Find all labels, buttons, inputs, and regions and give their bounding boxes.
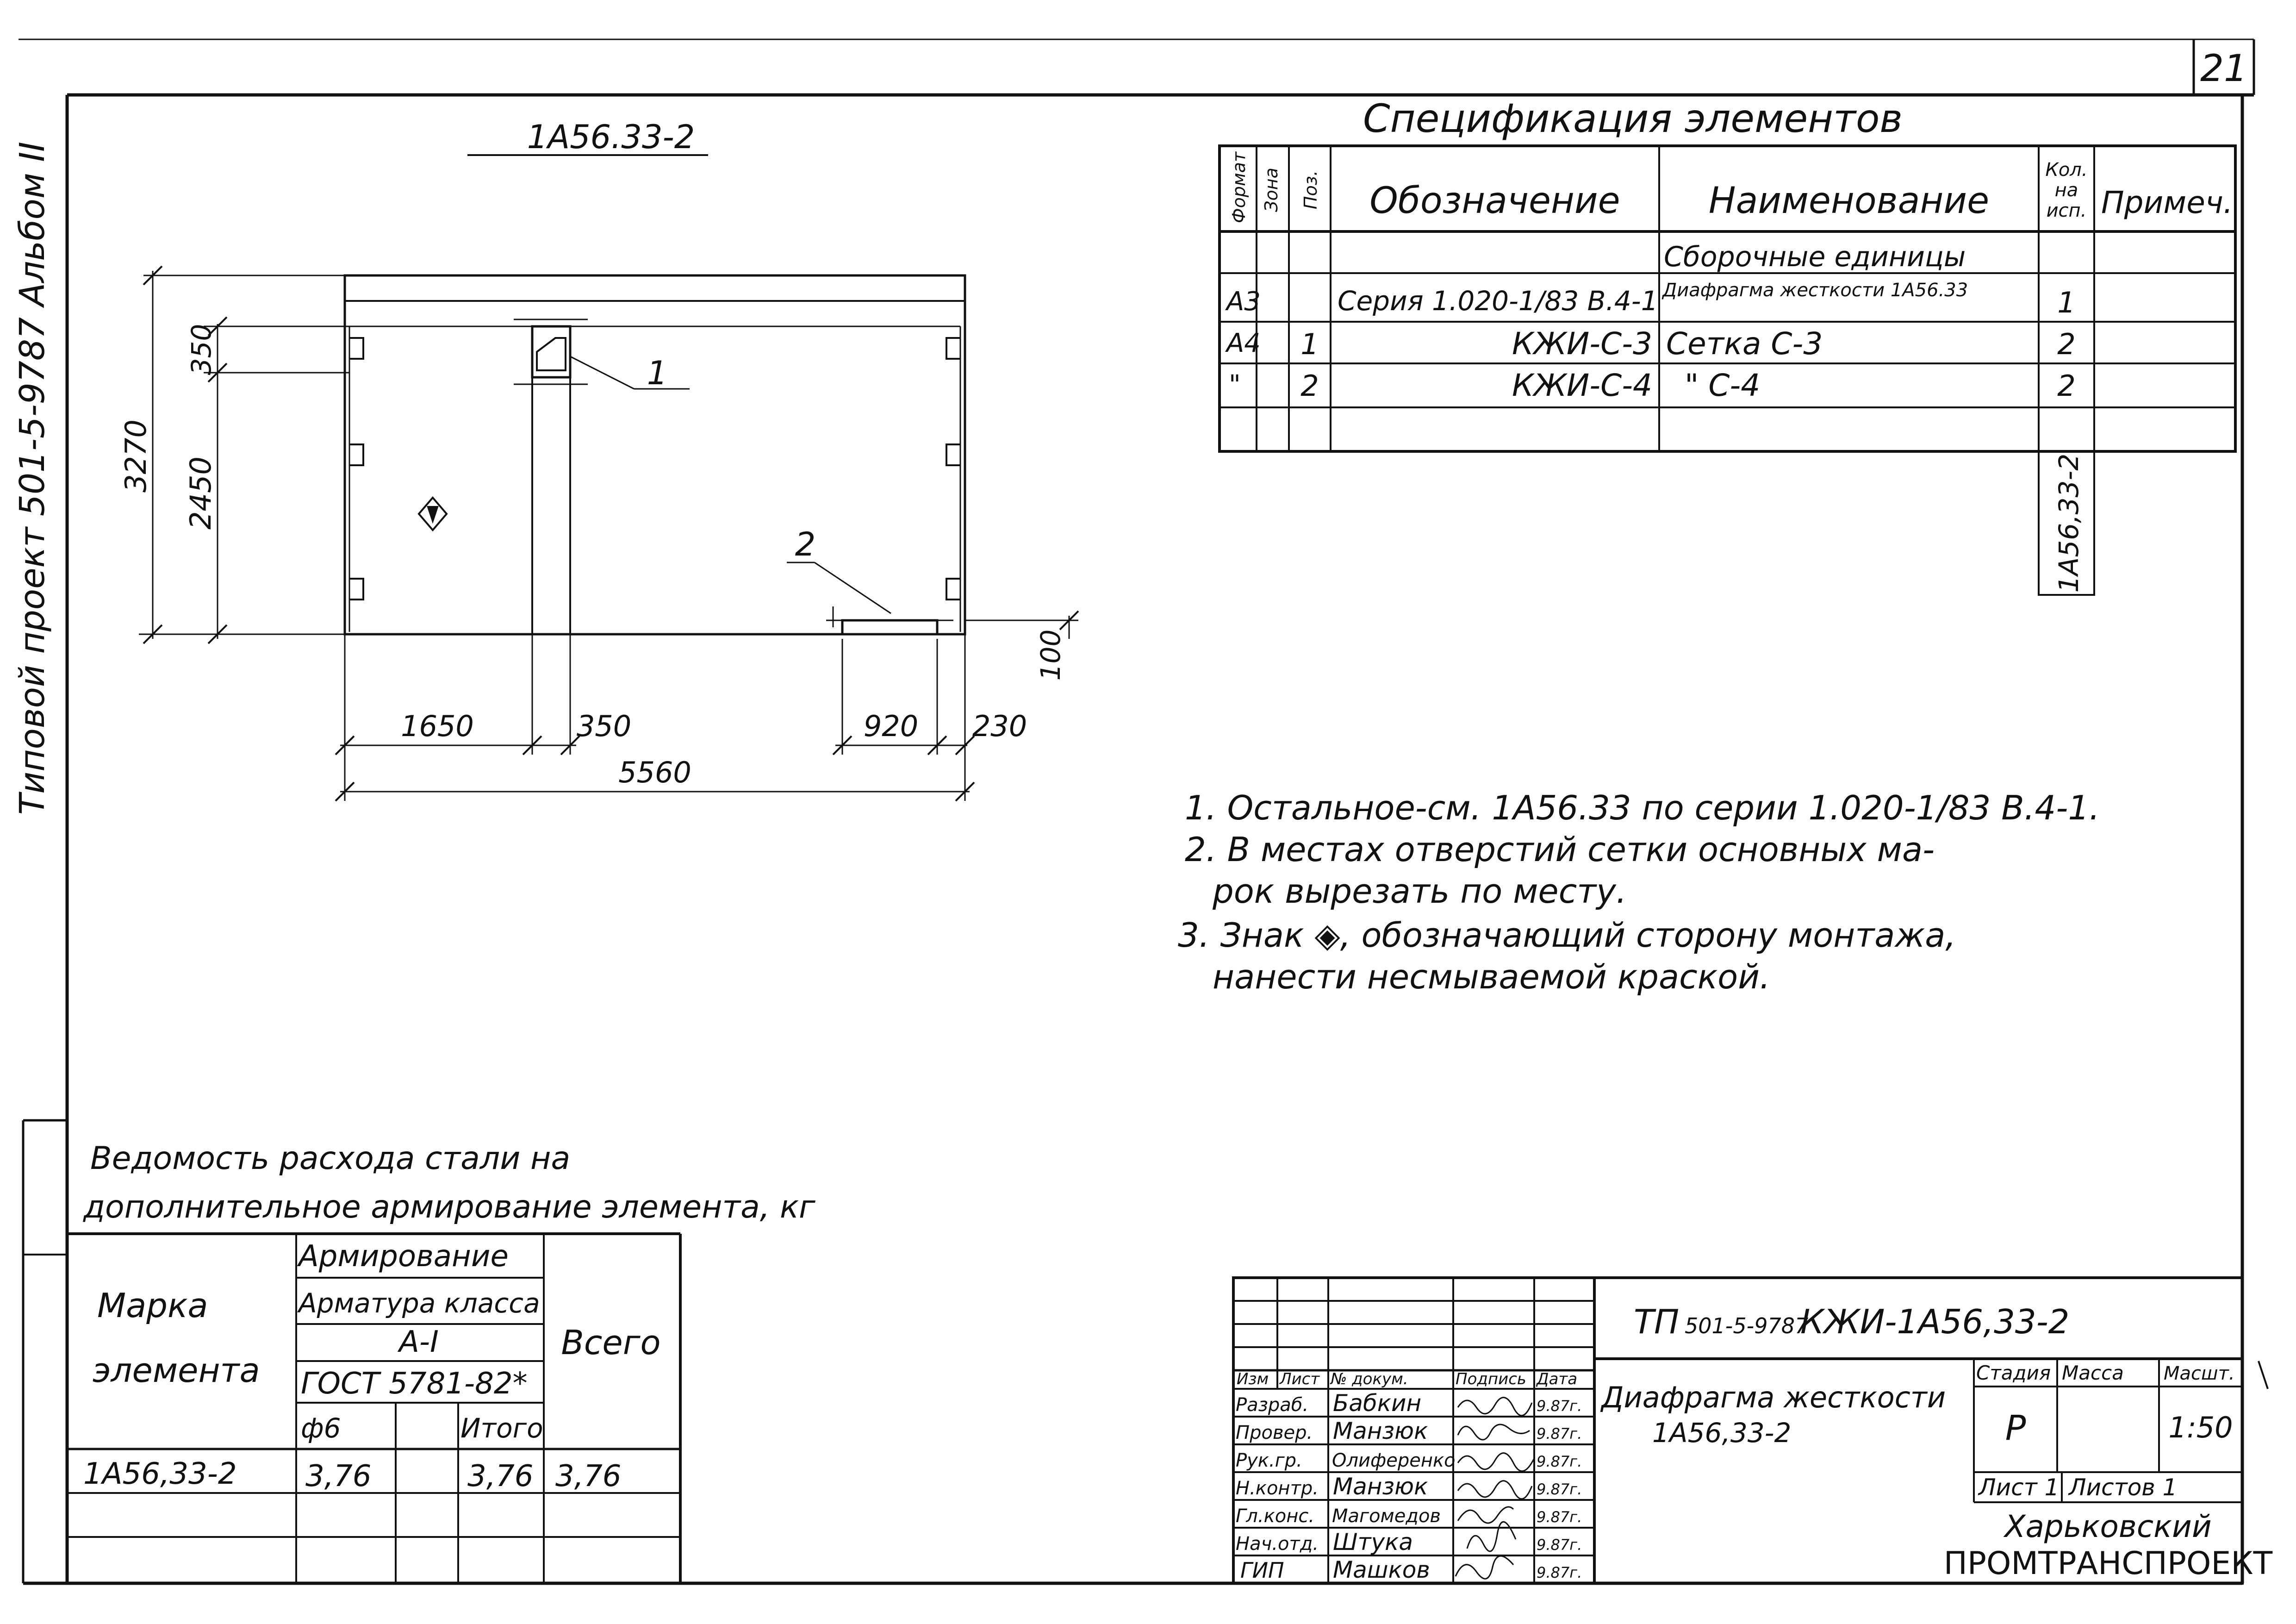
callout-leaders <box>570 356 891 613</box>
tb-header-date: Дата <box>1537 1370 1578 1388</box>
steel-col-mark-l2: элемента <box>93 1351 260 1390</box>
side-caption: Типовой проект 501-5-9787 Альбом II <box>12 142 52 815</box>
title-block <box>1233 1278 2273 1583</box>
dim-width-opening: 920 <box>863 709 919 743</box>
tb-header-izm: Изм <box>1237 1370 1269 1388</box>
tb-role-5: Гл.конс. <box>1236 1505 1315 1527</box>
spec-row-1-designation: Серия 1.020-1/83 В.4-1 <box>1338 285 1658 317</box>
tb-name-6: Штука <box>1333 1529 1413 1555</box>
spec-header-format: Формат <box>1229 151 1249 224</box>
steel-row-mark: 1А56,33-2 <box>83 1457 237 1491</box>
steel-table <box>67 1140 816 1583</box>
dim-height-main: 2450 <box>184 456 218 530</box>
steel-col-sum: Итого <box>460 1412 543 1444</box>
spec-section: Сборочные единицы <box>1664 241 1966 273</box>
tb-scale-label: Масшт. <box>2164 1363 2235 1384</box>
tb-role-3: Рук.гр. <box>1236 1450 1302 1471</box>
steel-title-line2: дополнительное армирование элемента, кг <box>83 1189 815 1225</box>
tb-scale: 1:50 <box>2168 1411 2233 1444</box>
tb-date-6: 9.87г. <box>1537 1536 1582 1554</box>
spec-row-2-pos: 1 <box>1300 327 1319 361</box>
tb-name-5: Магомедов <box>1332 1505 1441 1527</box>
tb-sheet-label: Лист 1 <box>1979 1474 2060 1501</box>
tb-name-2: Манзюк <box>1333 1418 1428 1444</box>
spec-row-2-designation: КЖИ-С-3 <box>1512 326 1652 362</box>
tb-date-2: 9.87г. <box>1537 1425 1582 1443</box>
dim-opening-height: 100 <box>1035 629 1066 681</box>
steel-row-d6: 3,76 <box>305 1459 372 1493</box>
dim-width-total: 5560 <box>618 756 691 789</box>
spec-row-3-name: " С-4 <box>1685 368 1761 403</box>
spec-row-1-name: Диафрагма жесткости 1А56.33 <box>1662 280 1968 301</box>
installation-side-sign <box>419 498 447 530</box>
panel-outline <box>345 275 965 634</box>
note-2: 2. В местах отверстий сетки основных ма- <box>1185 830 1935 869</box>
tb-signatures <box>1456 1398 1534 1579</box>
tb-element-name-l2: 1А56,33-2 <box>1652 1417 1792 1449</box>
notes <box>1178 788 2100 996</box>
tb-org-l2: ПРОМТРАНСПРОЕКТ <box>1943 1545 2273 1582</box>
tb-element-name-l1: Диафрагма жесткости <box>1601 1380 1946 1414</box>
spec-row-3-pos: 2 <box>1300 369 1319 403</box>
title-code-prefix: ТП <box>1634 1302 1680 1341</box>
steel-col-gost: ГОСТ 5781-82* <box>301 1367 528 1401</box>
steel-col-class: Арматура класса <box>299 1287 540 1319</box>
spec-table <box>1220 96 2235 595</box>
steel-row-sum: 3,76 <box>467 1459 534 1493</box>
tb-roles <box>1236 1390 1582 1583</box>
tb-sheets-label: Листов 1 <box>2069 1474 2178 1501</box>
spec-row-3-designation: КЖИ-С-4 <box>1512 368 1652 403</box>
tb-header-sign: Подпись <box>1456 1370 1526 1388</box>
dim-width-right: 230 <box>972 709 1027 743</box>
spec-row-1-qty: 1 <box>2057 286 2076 319</box>
title-code-small: 501-5-9787 <box>1685 1313 1809 1338</box>
spec-row-3-qty: 2 <box>2057 369 2076 403</box>
tb-date-1: 9.87г. <box>1537 1397 1582 1415</box>
tb-org-l1: Харьковский <box>2004 1509 2212 1544</box>
tb-role-1: Разраб. <box>1236 1394 1309 1416</box>
sheet-number: 21 <box>2200 47 2247 90</box>
note-3-cont: нанести несмываемой краской. <box>1213 957 1770 996</box>
edge-mark <box>2259 1361 2268 1389</box>
spec-row-2-qty: 2 <box>2057 327 2076 361</box>
callout-1: 1 <box>647 354 668 392</box>
tb-name-3: Олиференко <box>1332 1450 1456 1471</box>
steel-col-grade: А-I <box>399 1325 439 1359</box>
spec-header-pos: Поз. <box>1300 170 1321 210</box>
drawing-title: 1А56.33-2 <box>527 118 695 156</box>
dim-height-top: 350 <box>186 324 217 375</box>
spec-row-2-format: А4 <box>1226 328 1261 358</box>
callout-2: 2 <box>795 525 816 563</box>
tb-date-4: 9.87г. <box>1537 1480 1582 1498</box>
tb-date-5: 9.87г. <box>1537 1508 1582 1526</box>
tb-header-doc: № докум. <box>1331 1370 1408 1388</box>
spec-header-qty: Кол. на исп. <box>2045 159 2088 221</box>
note-2-cont: рок вырезать по месту. <box>1213 872 1627 911</box>
dim-width-left: 1650 <box>401 709 474 743</box>
steel-title-line1: Ведомость расхода стали на <box>90 1140 571 1177</box>
spec-row-2-name: Сетка С-3 <box>1666 326 1823 362</box>
steel-row-total: 3,76 <box>555 1459 622 1493</box>
tb-mass-label: Масса <box>2062 1362 2124 1384</box>
tb-name-4: Манзюк <box>1333 1473 1428 1500</box>
note-1: 1. Остальное-см. 1А56.33 по серии 1.020-1/83 В.4-1. <box>1185 788 2100 827</box>
spec-row-3-format: " <box>1229 370 1241 400</box>
note-3: 3. Знак ◈, обозначающий сторону монтажа, <box>1178 916 1956 955</box>
tb-role-4: Н.контр. <box>1236 1478 1319 1499</box>
spec-header-name: Наименование <box>1708 180 1990 222</box>
steel-col-mark-l1: Марка <box>97 1286 208 1325</box>
tb-header-list: Лист <box>1280 1370 1320 1388</box>
tb-date-3: 9.87г. <box>1537 1453 1582 1470</box>
spec-header-note: Примеч. <box>2101 185 2233 220</box>
tb-stage: Р <box>2005 1408 2026 1448</box>
tb-role-7: ГИП <box>1240 1558 1284 1583</box>
elevation-drawing <box>119 118 1078 801</box>
tb-date-7: 9.87г. <box>1537 1564 1582 1581</box>
tb-name-7: Машков <box>1333 1556 1430 1583</box>
title-code-main: КЖИ-1А56,33-2 <box>1800 1302 2070 1341</box>
dim-height-total: 3270 <box>119 419 153 493</box>
tb-role-6: Нач.отд. <box>1236 1533 1319 1555</box>
steel-col-total: Всего <box>561 1323 661 1362</box>
tb-stage-label: Стадия <box>1976 1362 2051 1384</box>
steel-col-d6: ф6 <box>301 1412 341 1444</box>
steel-col-reinf: Армирование <box>299 1239 509 1274</box>
tb-role-2: Провер. <box>1236 1422 1313 1443</box>
spec-header-zone: Зона <box>1261 168 1282 212</box>
spec-vertical-label: 1А56,33-2 <box>2053 453 2084 593</box>
spec-title: Спецификация элементов <box>1363 96 1903 141</box>
spec-header-designation: Обозначение <box>1369 180 1620 222</box>
spec-row-1-format: А3 <box>1226 287 1261 317</box>
tb-name-1: Бабкин <box>1333 1390 1422 1417</box>
dim-width-col: 350 <box>576 709 632 743</box>
